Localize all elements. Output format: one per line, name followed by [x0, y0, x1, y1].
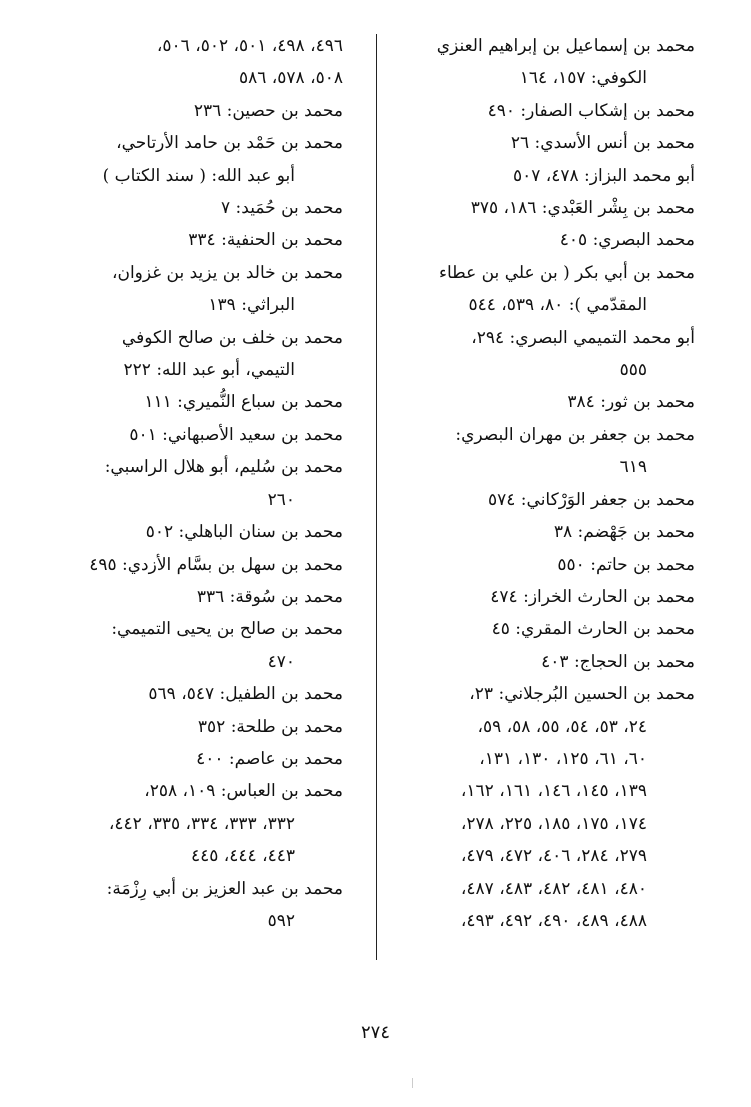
index-entry-continuation: ٦٠، ٦١، ١٢٥، ١٣٠، ١٣١،: [479, 748, 647, 769]
page-number: ٢٧٤: [360, 1022, 390, 1043]
index-entry: [71, 775, 343, 872]
index-entry-text: أبو محمد البزاز: ٤٧٨، ٥٠٧: [512, 165, 695, 186]
index-entry: [389, 322, 695, 387]
index-entry-text: محمد بن سباع النُّميري: ١١١: [144, 392, 343, 413]
index-entry-continuation: ١٣٩، ١٤٥، ١٤٦، ١٦١، ١٦٢،: [460, 781, 647, 802]
index-entry-text: محمد بن حَمْد بن حامد الأرتاحي،: [116, 133, 343, 154]
index-entry-text: محمد بن الحنفية: ٣٣٤: [188, 230, 343, 251]
index-entry: [71, 678, 343, 710]
index-entry: [71, 516, 343, 548]
index-entry: [71, 419, 343, 451]
index-entry-continuation: ٤٧٠: [267, 651, 295, 672]
index-entry: [389, 386, 695, 418]
index-entry: [71, 322, 343, 387]
index-entry: [71, 451, 343, 516]
index-entry-text: محمد بن جعفر بن مهران البصري:: [455, 424, 695, 445]
index-entry: [71, 95, 343, 127]
index-entry: [389, 224, 695, 256]
index-entry-continuation: ١٧٤، ١٧٥، ١٨٥، ٢٢٥، ٢٧٨،: [460, 813, 647, 834]
index-entry-text: محمد بن الحارث الخراز: ٤٧٤: [490, 586, 695, 607]
index-entry: [71, 711, 343, 743]
index-entry-continuation: ٣٣٢، ٣٣٣، ٣٣٤، ٣٣٥، ٤٤٢،: [108, 813, 295, 834]
index-entry-continuation: ٥٥٥: [619, 360, 647, 381]
index-entry: [389, 516, 695, 548]
index-entry-text: محمد بن الحسين البُرجلاني: ٢٣،: [469, 684, 695, 705]
index-entry-text: محمد بن سهل بن بسَّام الأزدي: ٤٩٥: [89, 554, 343, 575]
index-entry-continuation: ٢٤، ٥٣، ٥٤، ٥٥، ٥٨، ٥٩،: [477, 716, 647, 737]
index-entry-text: محمد بن الطفيل: ٥٤٧، ٥٦٩: [148, 684, 343, 705]
index-entry: [71, 549, 343, 581]
column-divider: [376, 34, 377, 960]
index-entry: [71, 743, 343, 775]
index-entry-text: محمد بن حُمَيد: ٧: [221, 198, 343, 219]
index-entry-text: محمد بن سعيد الأصبهاني: ٥٠١: [129, 424, 343, 445]
index-entry: [389, 127, 695, 159]
index-entry: [71, 224, 343, 256]
index-entry-text: محمد بن أنس الأسدي: ٢٦: [510, 133, 695, 154]
index-entry: [71, 386, 343, 418]
index-column-right: [389, 30, 695, 937]
index-entry-continuation: الكوفي: ١٥٧، ١٦٤: [519, 68, 647, 89]
index-entry: [71, 192, 343, 224]
index-entry: [389, 30, 695, 95]
index-entry-text: محمد بن عاصم: ٤٠٠: [196, 748, 343, 769]
index-entry-text: ٤٩٦، ٤٩٨، ٥٠١، ٥٠٢، ٥٠٦،: [156, 36, 343, 56]
index-entry-text: محمد بن حاتم: ٥٥٠: [557, 554, 695, 575]
index-entry: [389, 95, 695, 127]
index-entry-text: محمد بن ثور: ٣٨٤: [567, 392, 695, 413]
index-entry-text: محمد بن إشكاب الصفار: ٤٩٠: [487, 100, 695, 121]
index-entry-continuation: المقدّمي ): ٨٠، ٥٣٩، ٥٤٤: [468, 295, 647, 316]
index-entry-text: محمد بن سنان الباهلي: ٥٠٢: [145, 522, 343, 543]
index-entry: [389, 257, 695, 322]
index-entry-text: محمد بن الحجاج: ٤٠٣: [541, 651, 695, 672]
index-entry-continuation: أبو عبد الله: ( سند الكتاب ): [102, 165, 295, 186]
index-entry: [389, 646, 695, 678]
index-entry-continuation: ٢٦٠: [267, 489, 295, 510]
index-entry: [71, 30, 343, 95]
index-entry-text: محمد بن بِشْر العَبْدي: ١٨٦، ٣٧٥: [470, 198, 695, 219]
index-entry: [71, 613, 343, 678]
index-entry: [389, 484, 695, 516]
index-entry-text: محمد بن حصين: ٢٣٦: [193, 100, 343, 121]
index-entry-text: محمد بن إسماعيل بن إبراهيم العنزي: [436, 36, 695, 56]
index-entry-text: محمد بن جعفر الوَرْكاني: ٥٧٤: [487, 489, 695, 510]
index-column-left: [71, 30, 343, 937]
index-entry-continuation: البراثي: ١٣٩: [208, 295, 295, 316]
index-entry: [389, 419, 695, 484]
index-entry-continuation: ٥٠٨، ٥٧٨، ٥٨٦: [239, 68, 343, 89]
index-entry-text: محمد بن أبي بكر ( بن علي بن عطاء: [438, 262, 695, 283]
index-entry: [389, 549, 695, 581]
index-entry-text: أبو محمد التميمي البصري: ٢٩٤،: [471, 327, 695, 348]
index-entry-text: محمد بن خالد بن يزيد بن غزوان،: [111, 262, 343, 283]
index-entry-continuation: ٥٩٢: [267, 910, 295, 931]
index-entry-continuation: ٤٨٠، ٤٨١، ٤٨٢، ٤٨٣، ٤٨٧،: [460, 878, 647, 899]
index-entry: [389, 192, 695, 224]
index-entry-text: محمد البصري: ٤٠٥: [559, 230, 695, 251]
index-entry-text: محمد بن طلحة: ٣٥٢: [197, 716, 343, 737]
index-entry-text: محمد بن جَهْضم: ٣٨: [553, 522, 695, 543]
scan-mark: [412, 1078, 413, 1088]
index-entry-text: محمد بن صالح بن يحيى التميمي:: [111, 619, 343, 640]
index-entry-text: محمد بن العباس: ١٠٩، ٢٥٨،: [144, 781, 343, 802]
index-entry-continuation: ٤٨٨، ٤٨٩، ٤٩٠، ٤٩٢، ٤٩٣،: [460, 910, 647, 931]
index-entry: [71, 873, 343, 938]
index-entry-text: محمد بن خلف بن صالح الكوفي: [121, 327, 343, 348]
index-entry-continuation: التيمي، أبو عبد الله: ٢٢٢: [123, 360, 295, 381]
index-entry: [389, 160, 695, 192]
index-entry-text: محمد بن الحارث المقري: ٤٥: [491, 619, 695, 640]
index-entry: [389, 678, 695, 937]
index-entry: [389, 581, 695, 613]
index-entry-continuation: ٦١٩: [619, 457, 647, 478]
index-entry-text: محمد بن سُليم، أبو هلال الراسبي:: [104, 457, 343, 478]
index-entry: [389, 613, 695, 645]
index-entry: [71, 127, 343, 192]
index-entry: [71, 581, 343, 613]
index-entry-text: محمد بن سُوقة: ٣٣٦: [196, 586, 343, 607]
index-entry: [71, 257, 343, 322]
index-entry-continuation: ٢٧٩، ٢٨٤، ٤٠٦، ٤٧٢، ٤٧٩،: [460, 846, 647, 867]
index-entry-continuation: ٤٤٣، ٤٤٤، ٤٤٥: [191, 846, 295, 867]
index-entry-text: محمد بن عبد العزيز بن أبي رِزْمَة:: [106, 878, 343, 899]
